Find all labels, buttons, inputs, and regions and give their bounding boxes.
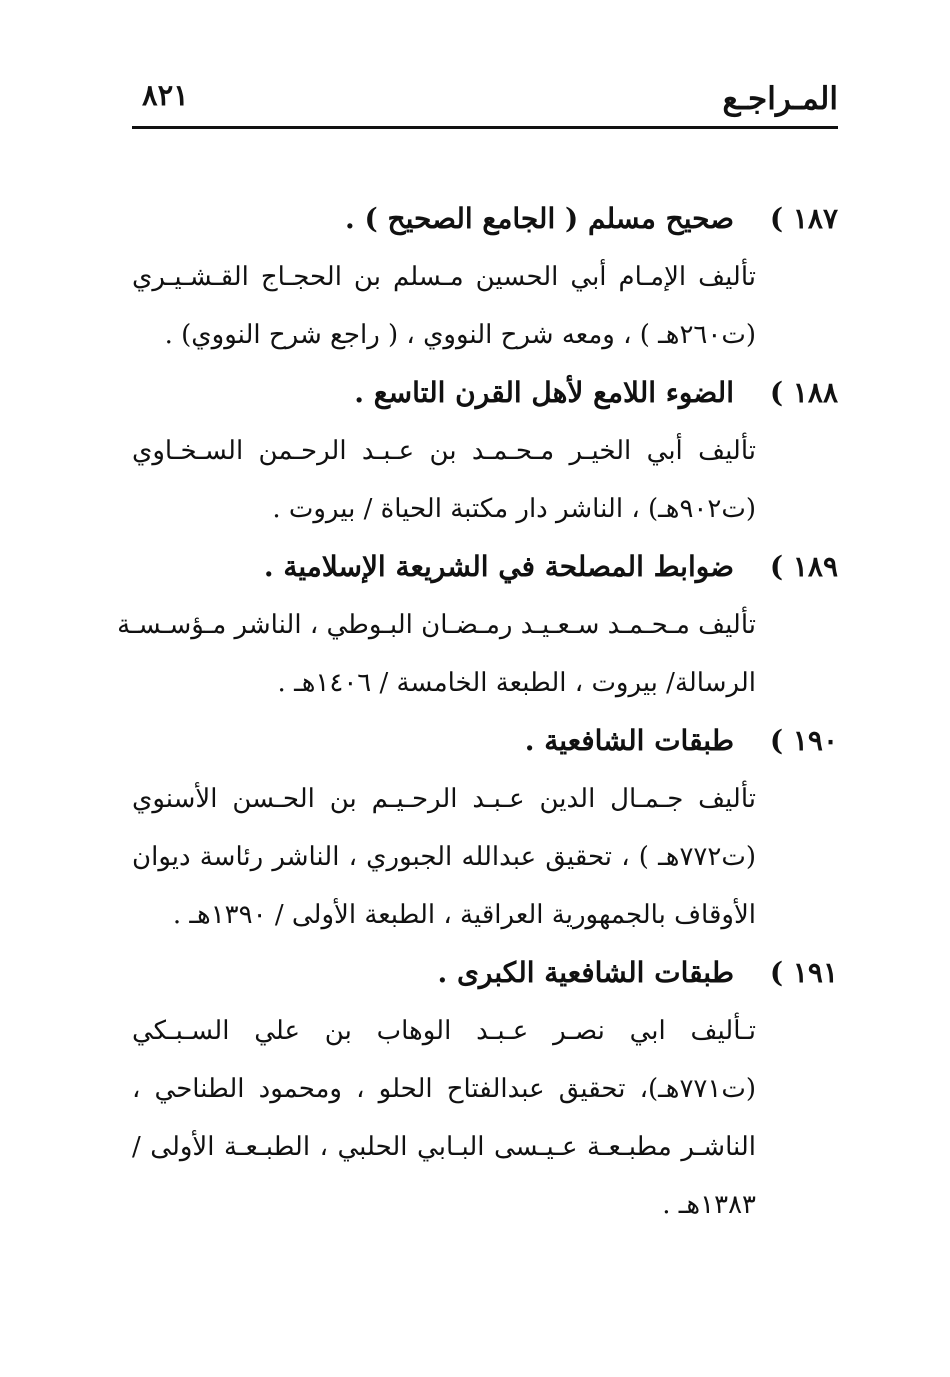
entry-heading <box>132 190 838 248</box>
entry-title: طبقات الشافعية . <box>524 724 734 757</box>
entry-detail-line: تـأليف ابي نصـر عـبـد الوهاب بن علي السـبـكي <box>132 1016 756 1046</box>
entry-title: صحيح مسلم ( الجامع الصحيح ) . <box>345 202 734 235</box>
entry-number: ١٩١ ) <box>769 956 838 989</box>
entry-heading <box>132 712 838 770</box>
entry-detail-line: تأليف مـحـمـد سـعـيـد رمـضـان البـوطي ، الناشر مـؤسـسـة <box>117 610 756 640</box>
bibliography-entry <box>132 944 838 1234</box>
entry-heading <box>132 538 838 596</box>
page-header <box>132 72 838 120</box>
entry-number: ١٨٩ ) <box>769 550 838 583</box>
entry-detail-line: (ت٧٧٢هـ ) ، تحقيق عبدالله الجبوري ، الناشر رئاسة ديوان <box>132 842 756 872</box>
running-title: المـراجـع <box>722 81 838 117</box>
entry-detail-line: تأليف أبي الخيـر مـحـمـد بن عـبـد الرحـمن السـخـاوي <box>132 436 756 466</box>
entry-title: ضوابط المصلحة في الشريعة الإسلامية . <box>263 550 734 583</box>
entry-detail-line: الأوقاف بالجمهورية العراقية ، الطبعة الأولى / ١٣٩٠هـ . <box>172 900 756 930</box>
bibliography-entry <box>117 538 838 712</box>
header-rule <box>132 126 838 129</box>
entry-heading <box>132 944 838 1002</box>
entry-heading <box>132 364 838 422</box>
entry-number: ١٨٨ ) <box>769 376 838 409</box>
entry-number: ١٨٧ ) <box>769 202 838 235</box>
bibliography-entry <box>132 712 838 944</box>
entry-title: طبقات الشافعية الكبرى . <box>437 956 734 989</box>
entry-detail-line: تأليف جـمـال الدين عـبـد الرحـيـم بن الحـسن الأسنوي <box>132 784 756 814</box>
entry-number: ١٩٠ ) <box>769 724 838 757</box>
bibliography-entry <box>132 364 838 538</box>
entry-detail-line: (ت٧٧١هـ)، تحقيق عبدالفتاح الحلو ، ومحمود الطناحي ، <box>132 1074 756 1104</box>
bibliography-entry <box>132 190 838 364</box>
entry-detail-line: الرسالة/ بيروت ، الطبعة الخامسة / ١٤٠٦هـ . <box>277 668 756 698</box>
entry-detail-line: الناشـر مطبـعـة عـيـسى البـابي الحلبي ، الطبـعـة الأولى / <box>132 1132 756 1162</box>
bibliography-list <box>117 190 838 1234</box>
entry-title: الضوء اللامع لأهل القرن التاسع . <box>354 376 734 409</box>
entry-detail-line: (ت٢٦٠هـ ) ، ومعه شرح النووي ، ( راجع شرح النووي) . <box>164 320 756 350</box>
entry-detail-line: تأليف الإمـام أبي الحسين مـسلم بن الحجـاج القـشـيـري <box>132 262 756 292</box>
entry-detail-line: (ت٩٠٢هـ) ، الناشر دار مكتبة الحياة / بيروت . <box>272 494 756 524</box>
page-number: ٨٢١ <box>142 78 189 112</box>
entry-detail-line: ١٣٨٣هـ . <box>662 1190 756 1220</box>
